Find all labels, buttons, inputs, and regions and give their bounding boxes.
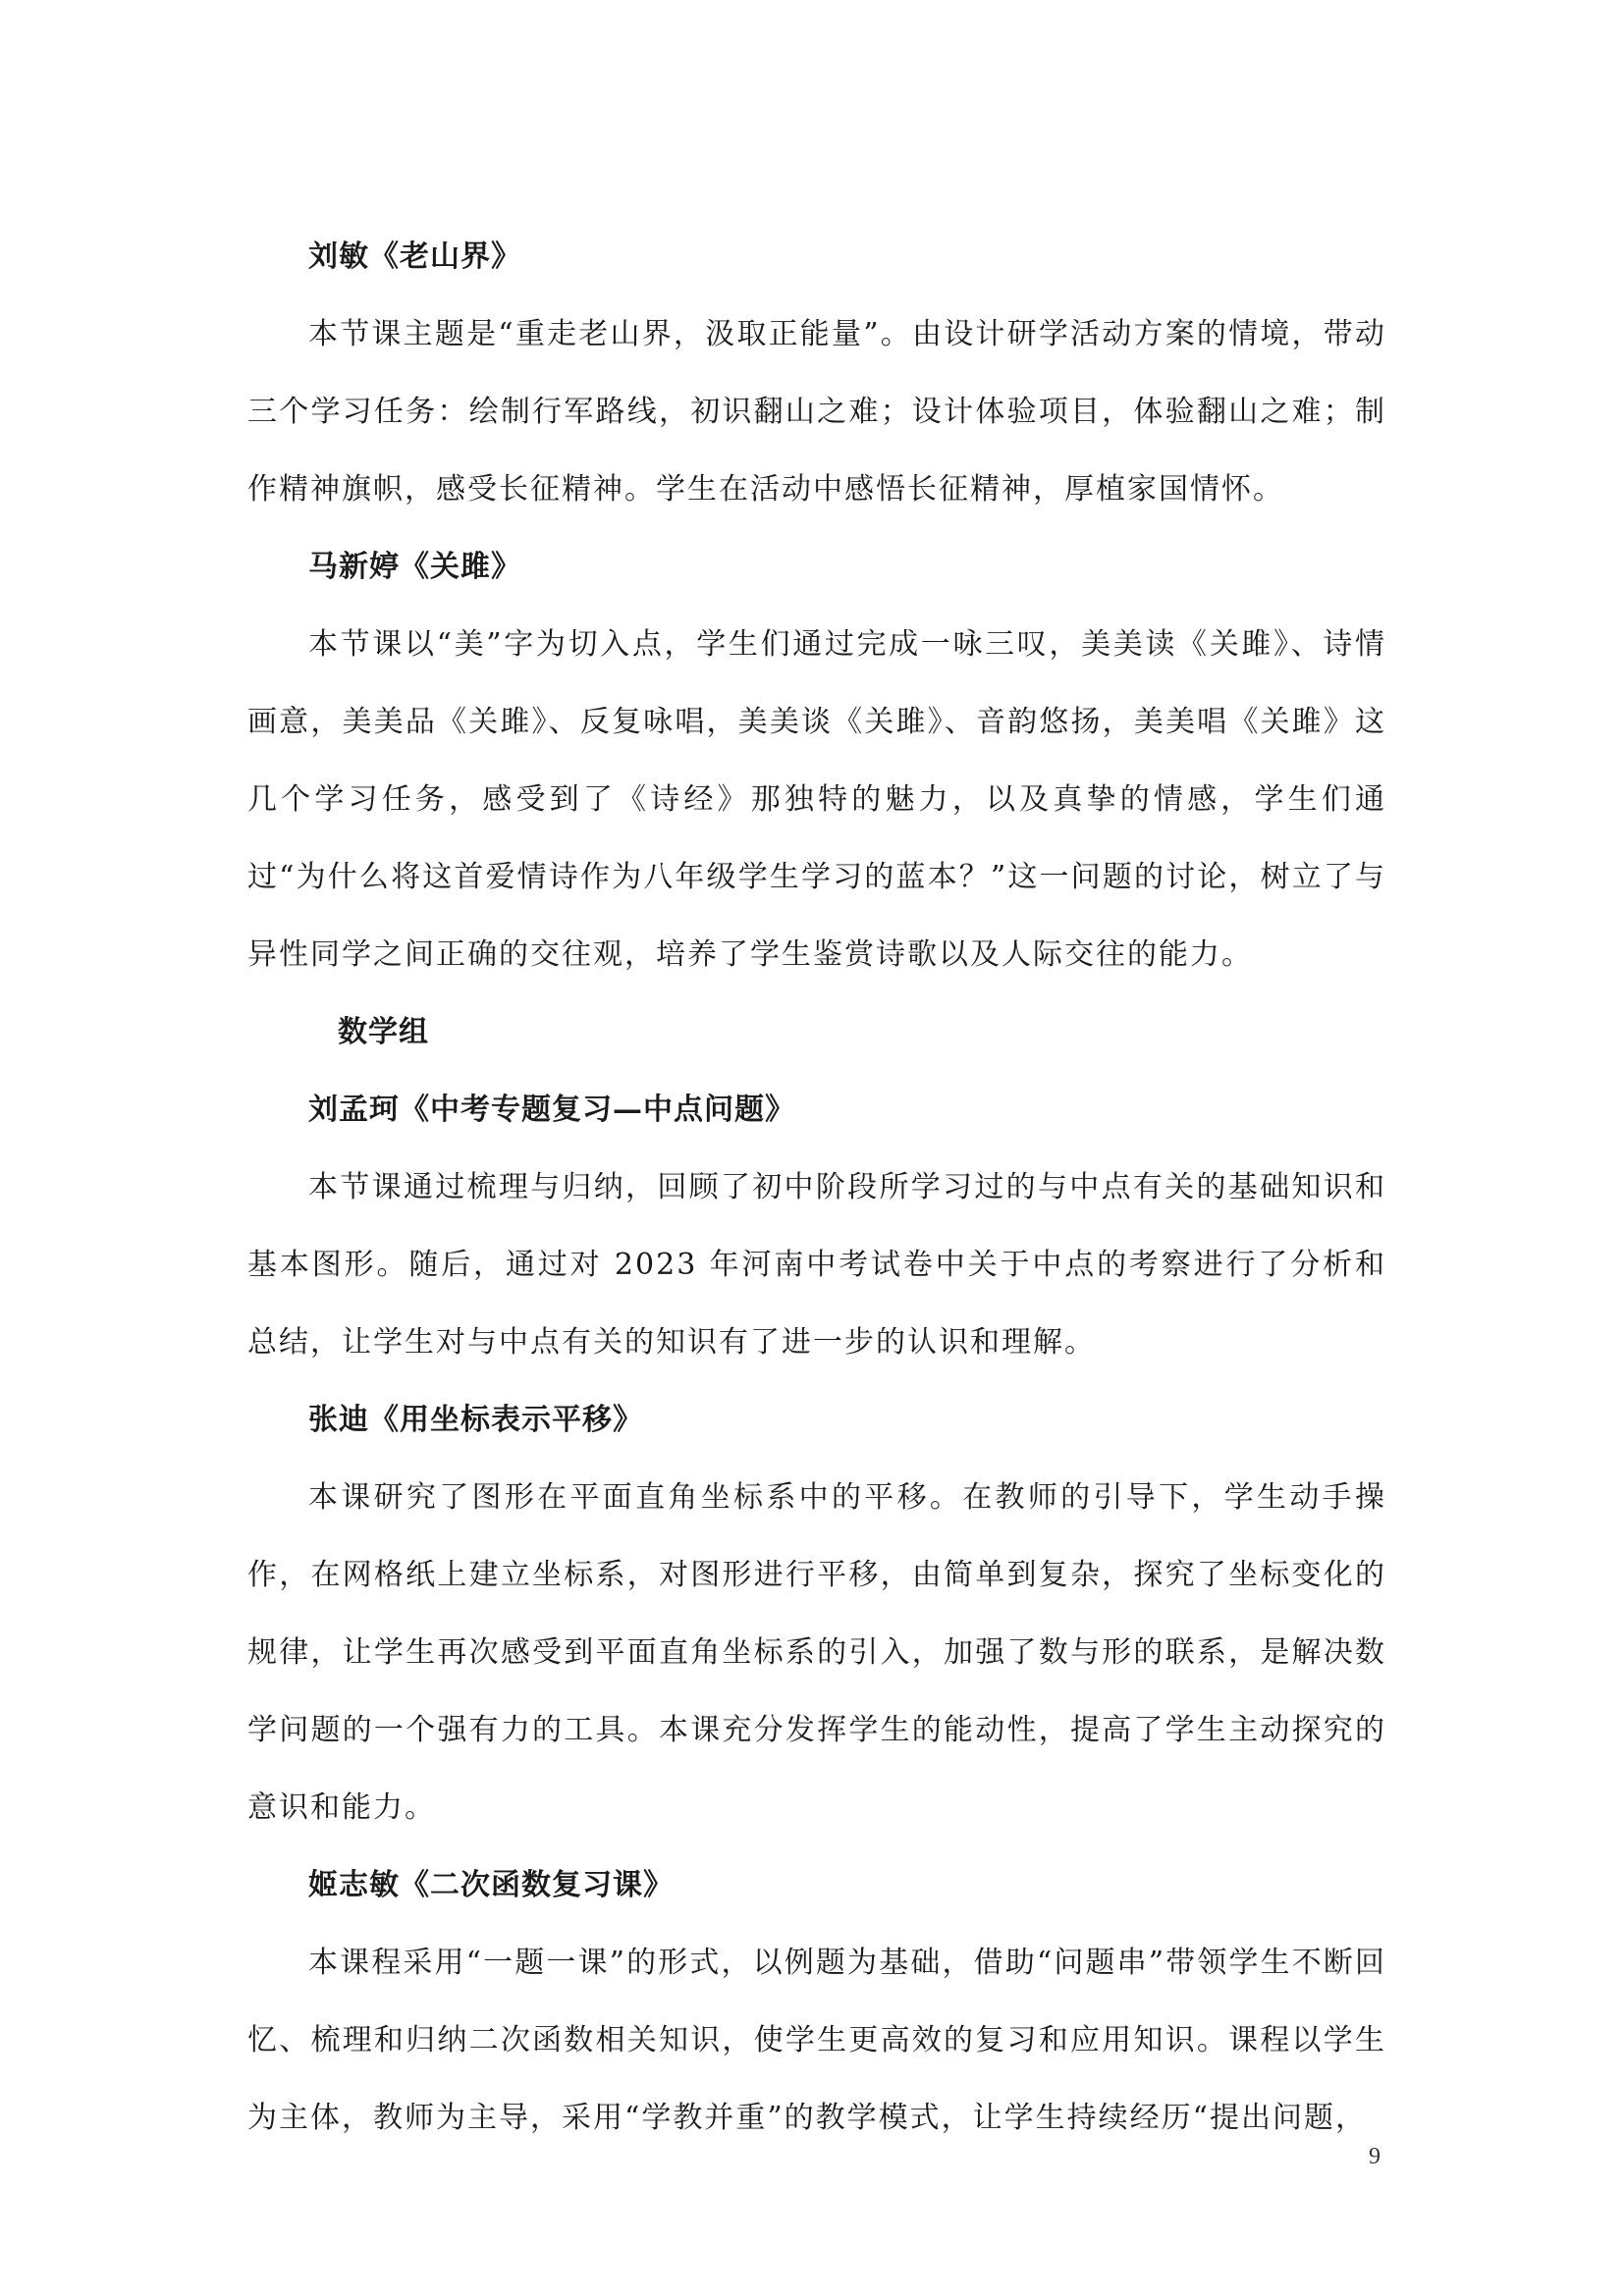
document-body <box>247 218 1386 2157</box>
lesson-heading-zhangdi: 张迪《用坐标表示平移》 <box>308 1403 643 1437</box>
lesson-heading-jizhimin: 姬志敏《二次函数复习课》 <box>308 1868 674 1902</box>
page-number: 9 <box>1369 2144 1380 2169</box>
lesson-summary-liumin: 本节课主题是“重走老山界，汲取正能量”。由设计研学活动方案的情境，带动三个学习任务：绘制行军路线，初识翻山之难；设计体验项目，体验翻山之难；制作精神旗帜，感受长征精神。学生在活动中感悟长征精神，厚植家国情怀。 <box>247 317 1386 507</box>
lesson-heading-liumin: 刘敏《老山界》 <box>308 240 521 274</box>
group-heading-math: 数学组 <box>338 1015 429 1049</box>
lesson-summary-liumengke: 本节课通过梳理与归纳，回顾了初中阶段所学习过的与中点有关的基础知识和基本图形。随后，通过对 2023 年河南中考试卷中关于中点的考察进行了分析和总结，让学生对与中点有关的知识有了进一步的认识和理解。 <box>247 1170 1386 1360</box>
lesson-summary-zhangdi: 本课研究了图形在平面直角坐标系中的平移。在教师的引导下，学生动手操作，在网格纸上建立坐标系，对图形进行平移，由简单到复杂，探究了坐标变化的规律，让学生再次感受到平面直角坐标系的引入，加强了数与形的联系，是解决数学问题的一个强有力的工具。本课充分发挥学生的能动性，提高了学生主动探究的意识和能力。 <box>247 1480 1386 1825</box>
lesson-heading-liumengke: 刘孟珂《中考专题复习—中点问题》 <box>308 1093 795 1127</box>
lesson-summary-jizhimin: 本课程采用“一题一课”的形式，以例题为基础，借助“问题串”带领学生不断回忆、梳理和归纳二次函数相关知识，使学生更高效的复习和应用知识。课程以学生为主体，教师为主导，采用“学教并重”的教学模式，让学生持续经历“提出问题， <box>247 1946 1386 2135</box>
lesson-heading-maxinting: 马新婷《关雎》 <box>308 550 521 584</box>
lesson-summary-maxinting: 本节课以“美”字为切入点，学生们通过完成一咏三叹，美美读《关雎》、诗情画意，美美品《关雎》、反复咏唱，美美谈《关雎》、音韵悠扬，美美唱《关雎》这几个学习任务，感受到了《诗经》那独特的魅力，以及真挚的情感，学生们通过“为什么将这首爱情诗作为八年级学生学习的蓝本？”这一问题的讨论，树立了与异性同学之间正确的交往观，培养了学生鉴赏诗歌以及人际交往的能力。 <box>247 627 1386 972</box>
